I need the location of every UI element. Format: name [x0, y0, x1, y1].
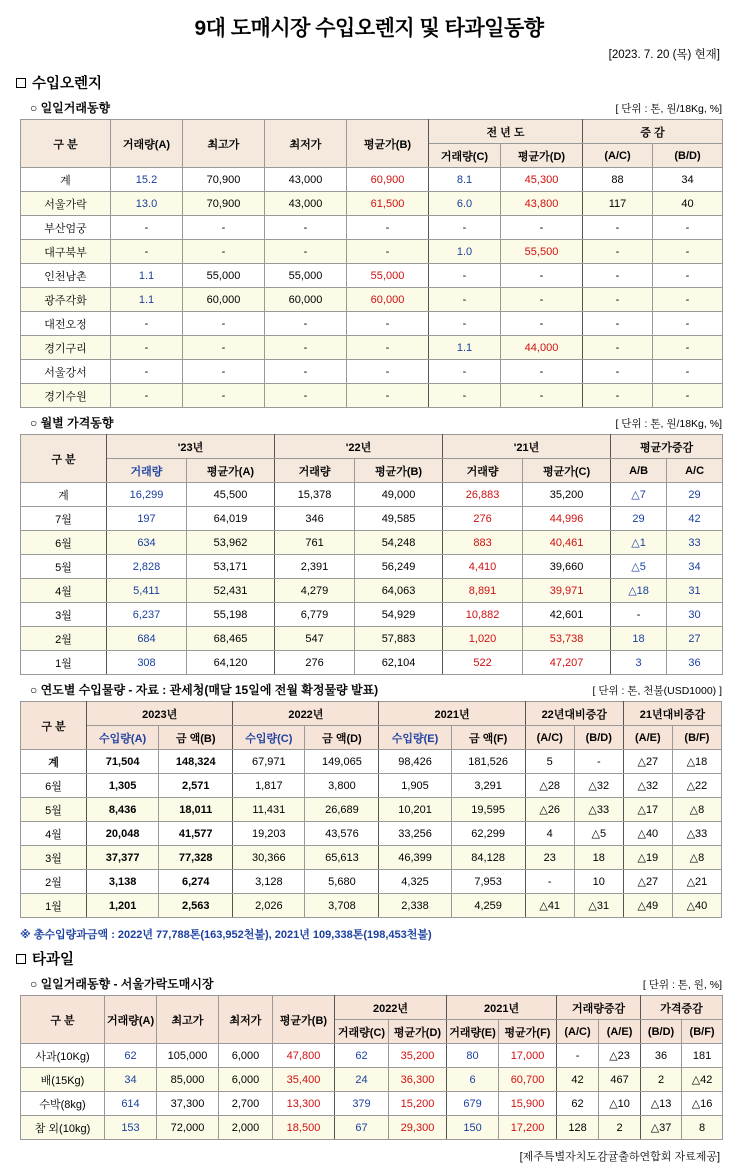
row-label: 참 외(10kg)	[21, 1116, 105, 1140]
table-header-row-2: 수입량(A) 금 액(B) 수입량(C) 금 액(D) 수입량(E) 금 액(F) (A/C) (B/D) (A/E) (B/F)	[21, 726, 722, 750]
row-label: 대전오정	[21, 312, 111, 336]
row-label: 인천남촌	[21, 264, 111, 288]
table-header-row	[21, 120, 723, 144]
row-label: 3월	[21, 846, 87, 870]
table-row: 서울가락 13.0 70,900 43,000 61,500 6.0 43,800 117 40	[21, 192, 723, 216]
section-heading-other-fruit	[16, 948, 738, 969]
th-avg-b: 평균가(B)	[273, 996, 335, 1044]
table-row: 1월 1,201 2,563 2,026 3,708 2,338 4,259 △41 △31 △49 △40	[21, 894, 722, 918]
table-row: 3월 6,237 55,198 6,779 54,929 10,882 42,601 - 30	[21, 603, 723, 627]
th-division: 구 분	[21, 435, 107, 483]
table-row: 대전오정 - - - - - - - -	[21, 312, 723, 336]
table-row: 수박(8kg) 614 37,300 2,700 13,300 379 15,200 679 15,900 62 △10 △13 △16	[21, 1092, 723, 1116]
section-heading-import-orange	[16, 72, 738, 93]
th-2022: '22년	[275, 435, 443, 459]
subsection-yearly-import	[30, 681, 722, 698]
th-2022: 2022년	[233, 702, 379, 726]
table-row: 참 외(10kg) 153 72,000 2,000 18,500 67 29,300 150 17,200 128 2 △37 8	[21, 1116, 723, 1140]
row-label: 5월	[21, 798, 87, 822]
table-header-row	[21, 435, 723, 459]
th-low: 최저가	[265, 120, 347, 168]
th-2021: 2021년	[447, 996, 557, 1020]
table-row: 1월 308 64,120 276 62,104 522 47,207 3 36	[21, 651, 723, 675]
th-ac: (A/C)	[583, 144, 653, 168]
th-volume-change: 거래량증감	[557, 996, 641, 1020]
section1-title: 수입오렌지	[32, 76, 103, 92]
unit-label-monthly-price: [ 단위 : 톤, 원/18Kg, %]	[615, 418, 722, 430]
table-row: 5월 2,828 53,171 2,391 56,249 4,410 39,660 △5 34	[21, 555, 723, 579]
table-header-row	[21, 702, 722, 726]
table-row: 2월 684 68,465 547 57,883 1,020 53,738 18 27	[21, 627, 723, 651]
table-header-row	[21, 996, 723, 1020]
th-chg22: 22년대비증감	[525, 702, 623, 726]
th-low: 최저가	[219, 996, 273, 1044]
th-prev-year: 전 년 도	[429, 120, 583, 144]
th-price-change: 가격증감	[641, 996, 723, 1020]
th-volume-a: 거래량(A)	[111, 120, 183, 168]
table-row: 4월 20,048 41,577 19,203 43,576 33,256 62,299 4 △5 △40 △33	[21, 822, 722, 846]
th-volume-a: 거래량(A)	[105, 996, 157, 1044]
row-label: 대구북부	[21, 240, 111, 264]
table-row: 인천남촌 1.1 55,000 55,000 55,000 - - - -	[21, 264, 723, 288]
page-title: 9대 도매시장 수입오렌지 및 타과일동향	[194, 17, 544, 40]
th-2021: '21년	[443, 435, 611, 459]
import-total-note: ※ 총수입량과금액 : 2022년 77,788톤(163,952천불), 2021년 109,338톤(198,453천불)	[20, 929, 432, 941]
row-label: 1월	[21, 894, 87, 918]
table-row: 대구북부 - - - - 1.0 55,500 - -	[21, 240, 723, 264]
th-avg-d: 평균가(D)	[501, 144, 583, 168]
th-high: 최고가	[183, 120, 265, 168]
table-row: 6월 634 53,962 761 54,248 883 40,461 △1 33	[21, 531, 723, 555]
row-label: 계	[21, 750, 87, 774]
th-diff: 증 감	[583, 120, 723, 144]
row-label: 4월	[21, 822, 87, 846]
section2-title: 타과일	[32, 952, 75, 968]
row-label: 계	[21, 168, 111, 192]
th-volume-c: 거래량(C)	[429, 144, 501, 168]
th-division: 구 분	[21, 120, 111, 168]
table-row: 경기수원 - - - - - - - -	[21, 384, 723, 408]
row-label: 6월	[21, 531, 107, 555]
th-division: 구 분	[21, 702, 87, 750]
table-row: 5월 8,436 18,011 11,431 26,689 10,201 19,595 △26 △33 △17 △8	[21, 798, 722, 822]
table-row: 부산엄궁 - - - - - - - -	[21, 216, 723, 240]
table-row: 계 16,299 45,500 15,378 49,000 26,883 35,200 △7 29	[21, 483, 723, 507]
row-label: 7월	[21, 507, 107, 531]
table-header-row-2: 거래량(C) 평균가(D) 거래량(E) 평균가(F) (A/C) (A/E) (B/D) (B/F)	[21, 1020, 723, 1044]
table-row: 4월 5,411 52,431 4,279 64,063 8,891 39,971 △18 31	[21, 579, 723, 603]
th-price-change: 평균가증감	[611, 435, 723, 459]
unit-label-yearly-import: [ 단위 : 톤, 천불(USD1000) ]	[592, 685, 722, 697]
th-2021: 2021년	[379, 702, 525, 726]
table-row: 광주각화 1.1 60,000 60,000 60,000 - - - -	[21, 288, 723, 312]
row-label: 서울강서	[21, 360, 111, 384]
table-row: 서울강서 - - - - - - - -	[21, 360, 723, 384]
row-label: 1월	[21, 651, 107, 675]
document-page	[0, 12, 738, 1164]
row-label: 수박(8kg)	[21, 1092, 105, 1116]
unit-label-daily-trade: [ 단위 : 톤, 원/18Kg, %]	[615, 103, 722, 115]
table-row: 배(15Kg) 34 85,000 6,000 35,400 24 36,300 6 60,700 42 467 2 △42	[21, 1068, 723, 1092]
subsection-daily-trade	[30, 99, 722, 116]
table-monthly-price	[20, 434, 723, 675]
subheading-monthly-price: ○ 월별 가격동향	[30, 416, 114, 430]
row-label: 배(15Kg)	[21, 1068, 105, 1092]
table-yearly-import	[20, 701, 722, 918]
row-label: 경기수원	[21, 384, 111, 408]
report-date: [2023. 7. 20 (목) 현재]	[608, 49, 720, 61]
square-bullet-icon	[16, 78, 26, 88]
table-row: 7월 197 64,019 346 49,585 276 44,996 29 42	[21, 507, 723, 531]
row-label: 계	[21, 483, 107, 507]
source-footer: [제주특별자치도감귤출하연합회 자료제공]	[519, 1151, 720, 1163]
row-label: 광주각화	[21, 288, 111, 312]
table-row: 계 71,504 148,324 67,971 149,065 98,426 181,526 5 - △27 △18	[21, 750, 722, 774]
th-avg-b: 평균가(B)	[347, 120, 429, 168]
row-label: 2월	[21, 627, 107, 651]
table-row: 6월 1,305 2,571 1,817 3,800 1,905 3,291 △28 △32 △32 △22	[21, 774, 722, 798]
table-row: 사과(10Kg) 62 105,000 6,000 47,800 62 35,200 80 17,000 - △23 36 181	[21, 1044, 723, 1068]
th-high: 최고가	[157, 996, 219, 1044]
subheading-other-fruit-daily: ○ 일일거래동향 - 서울가락도매시장	[30, 977, 214, 991]
subheading-yearly-import: ○ 연도별 수입물량 - 자료 : 관세청(매달 15일에 전월 확정물량 발표)	[30, 683, 379, 697]
subsection-monthly-price	[30, 414, 722, 431]
th-2023: '23년	[107, 435, 275, 459]
row-label: 6월	[21, 774, 87, 798]
row-label: 5월	[21, 555, 107, 579]
square-bullet-icon	[16, 954, 26, 964]
th-chg21: 21년대비증감	[623, 702, 721, 726]
row-label: 3월	[21, 603, 107, 627]
table-row: 계 15.2 70,900 43,000 60,900 8.1 45,300 88 34	[21, 168, 723, 192]
row-label: 서울가락	[21, 192, 111, 216]
table-row: 경기구리 - - - - 1.1 44,000 - -	[21, 336, 723, 360]
unit-label-other-fruit: [ 단위 : 톤, 원, %]	[642, 979, 722, 991]
table-header-row-2: 거래량 평균가(A) 거래량 평균가(B) 거래량 평균가(C) A/B A/C	[21, 459, 723, 483]
th-2023: 2023년	[87, 702, 233, 726]
row-label: 2월	[21, 870, 87, 894]
table-row: 2월 3,138 6,274 3,128 5,680 4,325 7,953 - 10 △27 △21	[21, 870, 722, 894]
th-division: 구 분	[21, 996, 105, 1044]
table-daily-trade-orange	[20, 119, 723, 408]
table-other-fruit-daily	[20, 995, 723, 1140]
th-bd: (B/D)	[653, 144, 723, 168]
th-2022: 2022년	[335, 996, 447, 1020]
row-label: 부산엄궁	[21, 216, 111, 240]
row-label: 사과(10Kg)	[21, 1044, 105, 1068]
subsection-other-fruit-daily	[30, 975, 722, 992]
row-label: 경기구리	[21, 336, 111, 360]
row-label: 4월	[21, 579, 107, 603]
subheading-daily-trade: ○ 일일거래동향	[30, 101, 111, 115]
table-row: 3월 37,377 77,328 30,366 65,613 46,399 84,128 23 18 △19 △8	[21, 846, 722, 870]
